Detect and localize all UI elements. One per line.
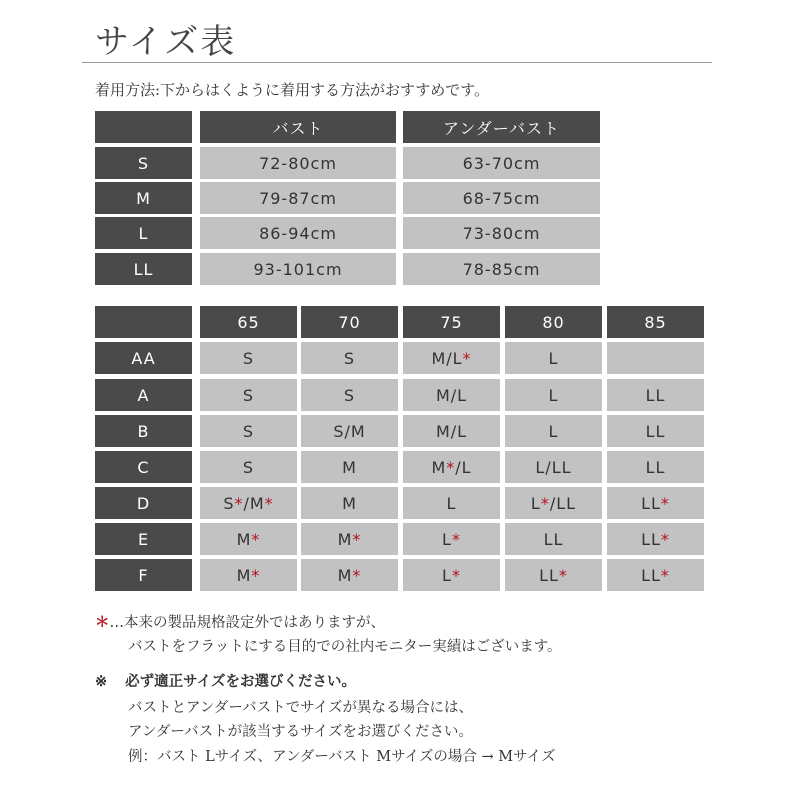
out-of-spec-mark: * — [660, 565, 670, 585]
size-value: M — [337, 529, 353, 549]
size-cell — [505, 559, 602, 591]
underbust-range: 63-70cm — [403, 147, 600, 179]
star-note-line2: バストをフラットにする目的での社内モニター実績はございます。 — [128, 639, 562, 655]
size-value-part: L — [530, 493, 541, 513]
size-cell: L — [505, 415, 602, 447]
out-of-spec-mark: * — [558, 565, 568, 585]
out-of-spec-mark: * — [251, 565, 261, 585]
size-cell: LL — [607, 451, 704, 483]
size-cell — [200, 487, 297, 519]
caution-line2: アンダーバストが該当するサイズをお選びください。 — [128, 724, 473, 740]
cup-label: B — [95, 415, 192, 447]
size-value-part: /M — [243, 493, 265, 513]
size-cell — [403, 342, 500, 374]
underbust-column-header: 70 — [301, 306, 398, 338]
size-cell: S — [200, 415, 297, 447]
example-text: 例：バスト Lサイズ、アンダーバスト Mサイズの場合 → Mサイズ — [128, 749, 556, 765]
out-of-spec-mark: * — [352, 565, 362, 585]
size-value-part: /LL — [549, 493, 577, 513]
size-value: LL — [641, 493, 661, 513]
cup-label: C — [95, 451, 192, 483]
underbust-column-header: 75 — [403, 306, 500, 338]
size-label: M — [95, 182, 192, 214]
out-of-spec-mark: * — [446, 457, 456, 477]
out-of-spec-mark: * — [540, 493, 550, 513]
size-cell: S — [200, 451, 297, 483]
size-value: LL — [641, 529, 661, 549]
size-label: LL — [95, 253, 192, 285]
underbust-column-header: 80 — [505, 306, 602, 338]
bust-range: 86-94cm — [200, 217, 396, 249]
header-bust: バスト — [200, 111, 396, 143]
bust-range: 72-80cm — [200, 147, 396, 179]
size-cell: S — [200, 342, 297, 374]
size-cell: S — [301, 342, 398, 374]
caution-mark: ※ — [95, 673, 108, 690]
size-cell — [200, 523, 297, 555]
size-cell: LL — [607, 415, 704, 447]
size-cell — [607, 559, 704, 591]
size-value: M — [236, 565, 252, 585]
title-divider — [82, 62, 712, 63]
size-cell: M — [301, 451, 398, 483]
size-cell: L/LL — [505, 451, 602, 483]
out-of-spec-mark: * — [234, 493, 244, 513]
size-cell: S — [200, 379, 297, 411]
underbust-range: 73-80cm — [403, 217, 600, 249]
out-of-spec-mark: * — [660, 493, 670, 513]
size-cell: S/M — [301, 415, 398, 447]
cup-label: AA — [95, 342, 192, 374]
size-value-part: /L — [455, 457, 472, 477]
size-cell: M/L — [403, 415, 500, 447]
size-cell — [607, 523, 704, 555]
size-value: L — [442, 529, 452, 549]
cup-label: F — [95, 559, 192, 591]
size-cell: LL — [505, 523, 602, 555]
size-cell — [301, 523, 398, 555]
size-value: M — [236, 529, 252, 549]
cup-table-corner — [95, 306, 192, 338]
size-cell: L — [505, 379, 602, 411]
out-of-spec-mark: * — [660, 529, 670, 549]
caution-line1: バストとアンダーバストでサイズが異なる場合には、 — [128, 700, 473, 716]
size-cell — [403, 559, 500, 591]
size-cell — [301, 559, 398, 591]
size-cell — [403, 523, 500, 555]
size-cell: LL — [607, 379, 704, 411]
star-note-line1: ＊…本来の製品規格設定外ではありますが、 — [95, 614, 385, 631]
size-value: LL — [641, 565, 661, 585]
size-table-corner — [95, 111, 192, 143]
size-cell — [607, 487, 704, 519]
cup-label: E — [95, 523, 192, 555]
size-value: L — [442, 565, 452, 585]
size-cell: L — [403, 487, 500, 519]
cup-label: A — [95, 379, 192, 411]
size-cell — [607, 342, 704, 374]
size-cell — [403, 451, 500, 483]
size-value-part: S — [223, 493, 235, 513]
size-cell: M — [301, 487, 398, 519]
bust-range: 93-101cm — [200, 253, 396, 285]
caution-heading: ※ 必ず適正サイズをお選びください。 — [95, 673, 356, 690]
size-label: L — [95, 217, 192, 249]
underbust-range: 68-75cm — [403, 182, 600, 214]
page-title: サイズ表 — [95, 22, 237, 62]
out-of-spec-mark: * — [451, 565, 461, 585]
size-cell: L — [505, 342, 602, 374]
size-label: S — [95, 147, 192, 179]
wearing-method-text: 着用方法:下からはくように着用する方法がおすすめです。 — [95, 81, 490, 99]
cup-label: D — [95, 487, 192, 519]
size-cell — [200, 559, 297, 591]
out-of-spec-mark: * — [462, 348, 472, 368]
star-mark: ＊ — [95, 614, 110, 631]
size-value: M/L — [431, 348, 463, 368]
size-value-part: M — [431, 457, 447, 477]
underbust-column-header: 85 — [607, 306, 704, 338]
size-value: LL — [539, 565, 559, 585]
size-value: M — [337, 565, 353, 585]
out-of-spec-mark: * — [251, 529, 261, 549]
header-underbust: アンダーバスト — [403, 111, 600, 143]
bust-range: 79-87cm — [200, 182, 396, 214]
size-cell: S — [301, 379, 398, 411]
underbust-range: 78-85cm — [403, 253, 600, 285]
size-cell — [505, 487, 602, 519]
out-of-spec-mark: * — [352, 529, 362, 549]
out-of-spec-mark: * — [264, 493, 274, 513]
size-cell: M/L — [403, 379, 500, 411]
out-of-spec-mark: * — [451, 529, 461, 549]
underbust-column-header: 65 — [200, 306, 297, 338]
